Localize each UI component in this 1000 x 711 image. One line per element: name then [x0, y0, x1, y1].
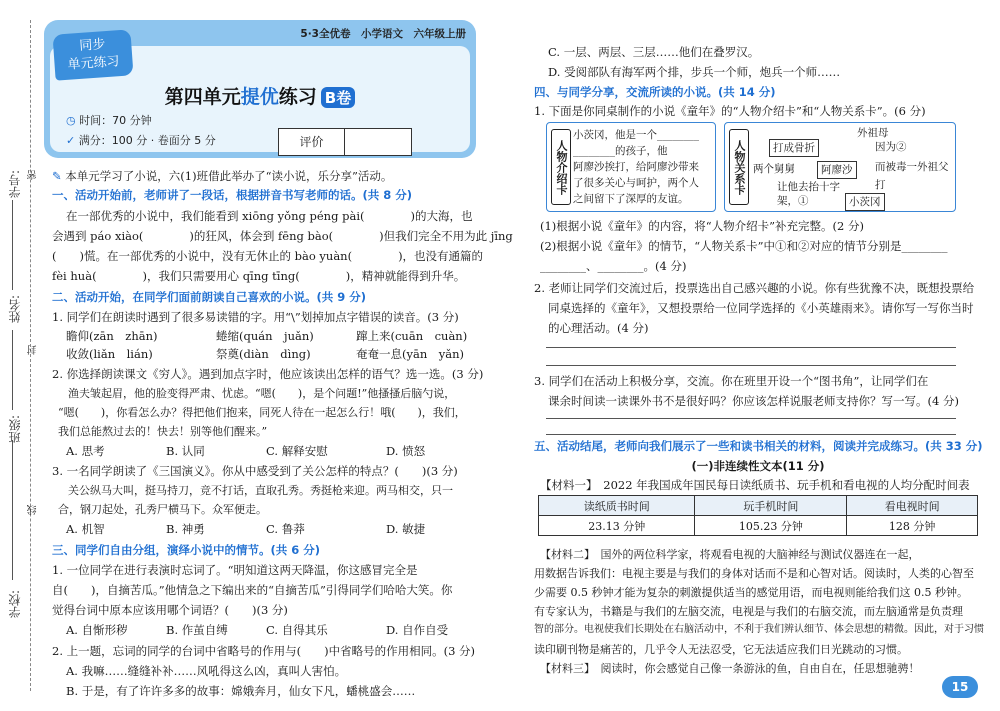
- q5-option-a[interactable]: A. 我嘛……缝缝补补……风吼得这么凶，真叫人害怕。: [66, 664, 347, 678]
- table-header-row: [539, 496, 978, 516]
- s1-line-1: 在一部优秀的小说中，我们能看到 xiōng yǒng péng pài( )的大海，也: [66, 209, 473, 223]
- q2-option-b[interactable]: B. 认同: [166, 444, 205, 458]
- material-2-line-5: 智的部分。电视使我们长期处在右脑活动中，不利于我们辨认细节、体会思想的精微。因此，对于习惯: [534, 624, 984, 635]
- intro-body: 本单元学习了小说，六(1)班借此举办了“读小说，乐分享”活动。: [65, 169, 393, 183]
- section-3-title: 三、同学们自由分组，演绎小说中的情节。(共 6 分): [52, 543, 321, 557]
- check-icon: ✓: [66, 134, 79, 147]
- q2-passage-3: 我们总能熬过去的！快去！别等他们醒来。”: [58, 425, 268, 438]
- unit-badge: [52, 29, 133, 80]
- q1-stem: 1. 同学们在朗读时遇到了很多易读错的字。用“\”划掉加点字错误的读音。(3 分): [52, 310, 459, 324]
- card2-uncles: 两个舅舅: [753, 163, 795, 175]
- class-label: 班级:: [8, 415, 22, 444]
- score-info: [66, 132, 216, 148]
- r1-q2b[interactable]: ________、________。(4 分): [540, 259, 687, 273]
- school-label: 学校:: [8, 590, 22, 619]
- material-2-line-1: 【材料二】 国外的两位科学家，将观看电视的大脑神经与测试仪器连在一起，: [540, 548, 920, 561]
- r2-line-2: 同桌选择的《童年》，又想投票给一位同学选择的《小英雄雨来》。请你写一写你当时: [548, 301, 974, 315]
- class-fill-line: [12, 330, 13, 410]
- table-row: [539, 516, 978, 536]
- seal-dashed-line: [30, 20, 31, 691]
- r3-answer-line-1[interactable]: [546, 418, 956, 419]
- student-id-label: 学号:: [8, 170, 22, 199]
- s1-line-2: 会遇到 páo xiào( )的狂风，体会到 fēng bào( )但我们完全不用为此 jīng: [52, 229, 513, 243]
- time-info: [66, 112, 152, 128]
- q3-option-c[interactable]: C. 鲁莽: [266, 522, 305, 536]
- card1-line-5: 之间留下了深厚的友谊。: [573, 193, 689, 205]
- r1-stem: 1. 下面是你同桌制作的小说《童年》的“人物介绍卡”和“人物关系卡”。(6 分): [534, 104, 926, 118]
- q1-item-c[interactable]: 蹿上来(cuān cuàn): [356, 329, 468, 343]
- r3-answer-line-2[interactable]: [546, 434, 956, 435]
- series-label: 5·3全优卷 小学语文 六年级上册: [300, 28, 466, 40]
- seal-word-xian: 线: [28, 505, 39, 515]
- r1-q1: (1)根据小说《童年》的内容，将“人物介绍卡”补充完整。(2 分): [540, 219, 864, 233]
- card1-tag: 人物介绍卡: [551, 129, 571, 205]
- r2-line-3: 的心理活动。(4 分): [548, 321, 649, 335]
- table-header: 看电视时间: [847, 496, 978, 516]
- card1-line-2[interactable]: ________的孩子，他: [573, 145, 668, 157]
- q2-option-a[interactable]: A. 思考: [66, 444, 105, 458]
- pencil-icon: ✎: [52, 169, 66, 183]
- table-cell: 128 分钟: [847, 516, 978, 536]
- time-table: [538, 495, 978, 536]
- evaluation-blank[interactable]: [345, 129, 411, 155]
- section-5-title: 五、活动结尾，老师向我们展示了一些和读书相关的材料，阅读并完成练习。(共 33 分): [534, 439, 983, 453]
- q1-item-f[interactable]: 奄奄一息(yān yǎn): [356, 347, 464, 361]
- r3-line-2: 课余时间读一读课外书不是很好吗？你应该怎样说服老师支持你？写一写。(4 分): [548, 394, 959, 408]
- section-2-title: 二、活动开始，在同学们面前朗读自己喜欢的小说。(共 9 分): [52, 290, 367, 304]
- q1-item-a[interactable]: 瞻仰(zān zhān): [66, 329, 158, 343]
- sub-section-1-title: (一)非连续性文本(11 分): [691, 459, 825, 473]
- material-2-line-2: 用数据告诉我们：电视主要是与我们的身体对话而不是和心智对话。阅读时，人类的心智至: [534, 567, 974, 580]
- badge-line-2: 单元练习: [67, 54, 121, 73]
- s1-line-3: ( )慌。在一部优秀的小说中，没有无休止的 bào yuàn( )，也没有通篇的: [52, 249, 484, 263]
- q4-line-3: 觉得台词中原本应该用哪个词语？( )(3 分): [52, 603, 288, 617]
- q2-stem: 2. 你选择朗读课文《穷人》。遇到加点字时，他应该读出怎样的语气？选一选。(3 分): [52, 367, 484, 381]
- r2-line-1: 2. 老师让同学们交流过后，投票选出自己感兴趣的小说。你有些犹豫不决，既想投票给: [534, 281, 975, 295]
- intro-text: [52, 168, 392, 184]
- card1-line-4: 了很多关心与呵护，两个人: [573, 177, 699, 189]
- title-part-a: 第四单元: [164, 86, 241, 108]
- badge-line-1: 同步: [78, 37, 106, 54]
- q4-option-c[interactable]: C. 自得其乐: [266, 623, 328, 637]
- s1-line-4: fèi huà( )，我们只需要用心 qīng tīng( )，精神就能得到升华。: [52, 269, 466, 283]
- q2-option-d[interactable]: D. 愤怒: [386, 444, 426, 458]
- card2-grandma: 外祖母: [857, 127, 889, 139]
- r2-answer-line-2[interactable]: [546, 365, 956, 366]
- school-fill-line: [12, 440, 13, 580]
- character-intro-card: [546, 122, 716, 212]
- card2-beaten-2: 打: [875, 179, 886, 191]
- evaluation-box[interactable]: [278, 128, 412, 156]
- q5-option-d[interactable]: D. 受阅部队有海军两个排，步兵一个师，炮兵一个师……: [548, 65, 841, 79]
- q4-option-b[interactable]: B. 作茧自缚: [166, 623, 228, 637]
- card2-cross-2[interactable]: 架，①: [777, 195, 809, 207]
- card2-alyosha: 阿廖沙: [817, 161, 857, 179]
- q3-passage-2: 合，钢刀起处，孔秀尸横马下。众军便走。: [58, 503, 267, 516]
- title-part-b: 练习: [278, 86, 317, 108]
- card2-because[interactable]: 因为②: [875, 141, 907, 153]
- q2-passage-2: “嗯( )，你看怎么办？得把他们抱来，同死人待在一起怎么行！哦( )，我们，: [58, 406, 466, 419]
- card2-beaten-grandpa: 而被毒一外祖父: [875, 161, 949, 173]
- seal-word-feng: 封: [28, 345, 39, 355]
- q3-option-b[interactable]: B. 神勇: [166, 522, 205, 536]
- r2-answer-line-1[interactable]: [546, 347, 956, 348]
- material-2-line-6: 读印刷刊物是痛苦的，几乎令人无法忍受，它无法适应我们日光跳动的习惯。: [534, 643, 908, 656]
- q4-line-1: 1. 一位同学在进行表演时忘词了。“明知道这两天降温，你这感冒完全是: [52, 563, 418, 577]
- section-4-title: 四、与同学分享，交流所读的小说。(共 14 分): [534, 85, 776, 99]
- q1-item-b[interactable]: 蜷缩(quán juǎn): [216, 329, 314, 343]
- q5-option-c[interactable]: C. 一层、两层、三层……他们在叠罗汉。: [548, 45, 760, 59]
- q4-line-2: 自( )，自摘苦瓜。”他情急之下编出来的“自摘苦瓜”引得同学们哈哈大笑。你: [52, 583, 453, 597]
- q1-item-e[interactable]: 祭奠(diàn dìng): [216, 347, 311, 361]
- binding-margin: [0, 0, 42, 711]
- card2-gypsy: 小茨冈: [845, 193, 885, 211]
- score-text: 满分：100 分 · 卷面分 5 分: [78, 134, 216, 147]
- page-number: 15: [942, 676, 978, 698]
- r3-line-1: 3. 同学们在活动上积极分享，交流。你在班里开设一个“图书角”，让同学们在: [534, 374, 929, 388]
- card1-line-3: 阿廖沙挨打，给阿廖沙带来: [573, 161, 699, 173]
- title-highlight: 提优: [240, 86, 279, 108]
- r1-q2: (2)根据小说《童年》的情节，“人物关系卡”中①和②对应的情节分别是________: [540, 239, 948, 253]
- q3-stem: 3. 一名同学朗读了《三国演义》。你从中感受到了关公怎样的特点？( )(3 分): [52, 464, 458, 478]
- q1-item-d[interactable]: 收敛(liǎn lián): [66, 347, 153, 361]
- q4-option-a[interactable]: A. 自惭形秽: [66, 623, 128, 637]
- q2-option-c[interactable]: C. 解释安慰: [266, 444, 328, 458]
- time-text: 时间：70 分钟: [79, 114, 152, 127]
- material-3: 【材料三】 阅读时，你会感觉自己像一条游泳的鱼，自由自在，任思想驰骋！: [540, 662, 920, 675]
- table-cell: 23.13 分钟: [539, 516, 695, 536]
- q3-option-d[interactable]: D. 敏捷: [386, 522, 426, 536]
- table-header: 玩手机时间: [695, 496, 847, 516]
- q4-option-d[interactable]: D. 自作自受: [386, 623, 449, 637]
- table-cell: 105.23 分钟: [695, 516, 847, 536]
- card2-broken-bone: 打成骨折: [769, 139, 819, 157]
- clock-icon: ◷: [66, 114, 80, 127]
- material-2-line-4: 有专家认为，书籍是与我们的左脑交流，电视是与我们的右脑交流，而左脑通常是负责理: [534, 605, 963, 618]
- card2-cross-1: 让他去抬十字: [777, 181, 840, 193]
- table-header: 读纸质书时间: [539, 496, 695, 516]
- q2-passage-1: 渔夫皱起眉，他的脸变得严肃、忧虑。“嗯( )，是个问题!”他搔搔后脑勺说，: [68, 387, 456, 400]
- section-1-title: 一、活动开始前，老师讲了一段话，根据拼音书写老师的话。(共 8 分): [52, 188, 413, 202]
- card1-line-1: 小茨冈，他是一个________: [573, 129, 699, 141]
- material-2-line-3: 少需要 0.5 秒钟才能为复杂的刺激提供适当的感觉用语，而电视则能给我们这 0.5 秒钟。: [534, 586, 968, 599]
- q5-option-b[interactable]: B. 于是，有了许许多多的故事：嫦娥奔月，仙女下凡，蟠桃盛会……: [66, 684, 416, 698]
- seal-word-mi: 密: [28, 170, 39, 180]
- q3-passage-1: 关公纵马大叫，挺马持刀，竞不打话，直取孔秀。秀挺枪来迎。两马相交，只一: [68, 484, 453, 497]
- volume-badge: B卷: [321, 87, 355, 108]
- q5-stem: 2. 上一题，忘词的同学的台词中省略号的作用与( )中省略号的作用相同。(3 分): [52, 644, 476, 658]
- material-1: 【材料一】 2022 年我国成年国民每日读纸质书、玩手机和看电视的人均分配时间表: [540, 478, 970, 492]
- exam-header: [44, 20, 476, 158]
- page-title: [44, 82, 476, 109]
- q3-option-a[interactable]: A. 机智: [66, 522, 105, 536]
- evaluation-label: 评价: [279, 129, 345, 155]
- character-relation-card: [724, 122, 956, 212]
- name-label: 姓名:: [8, 295, 22, 324]
- name-fill-line: [12, 200, 13, 290]
- card2-tag: 人物关系卡: [729, 129, 749, 205]
